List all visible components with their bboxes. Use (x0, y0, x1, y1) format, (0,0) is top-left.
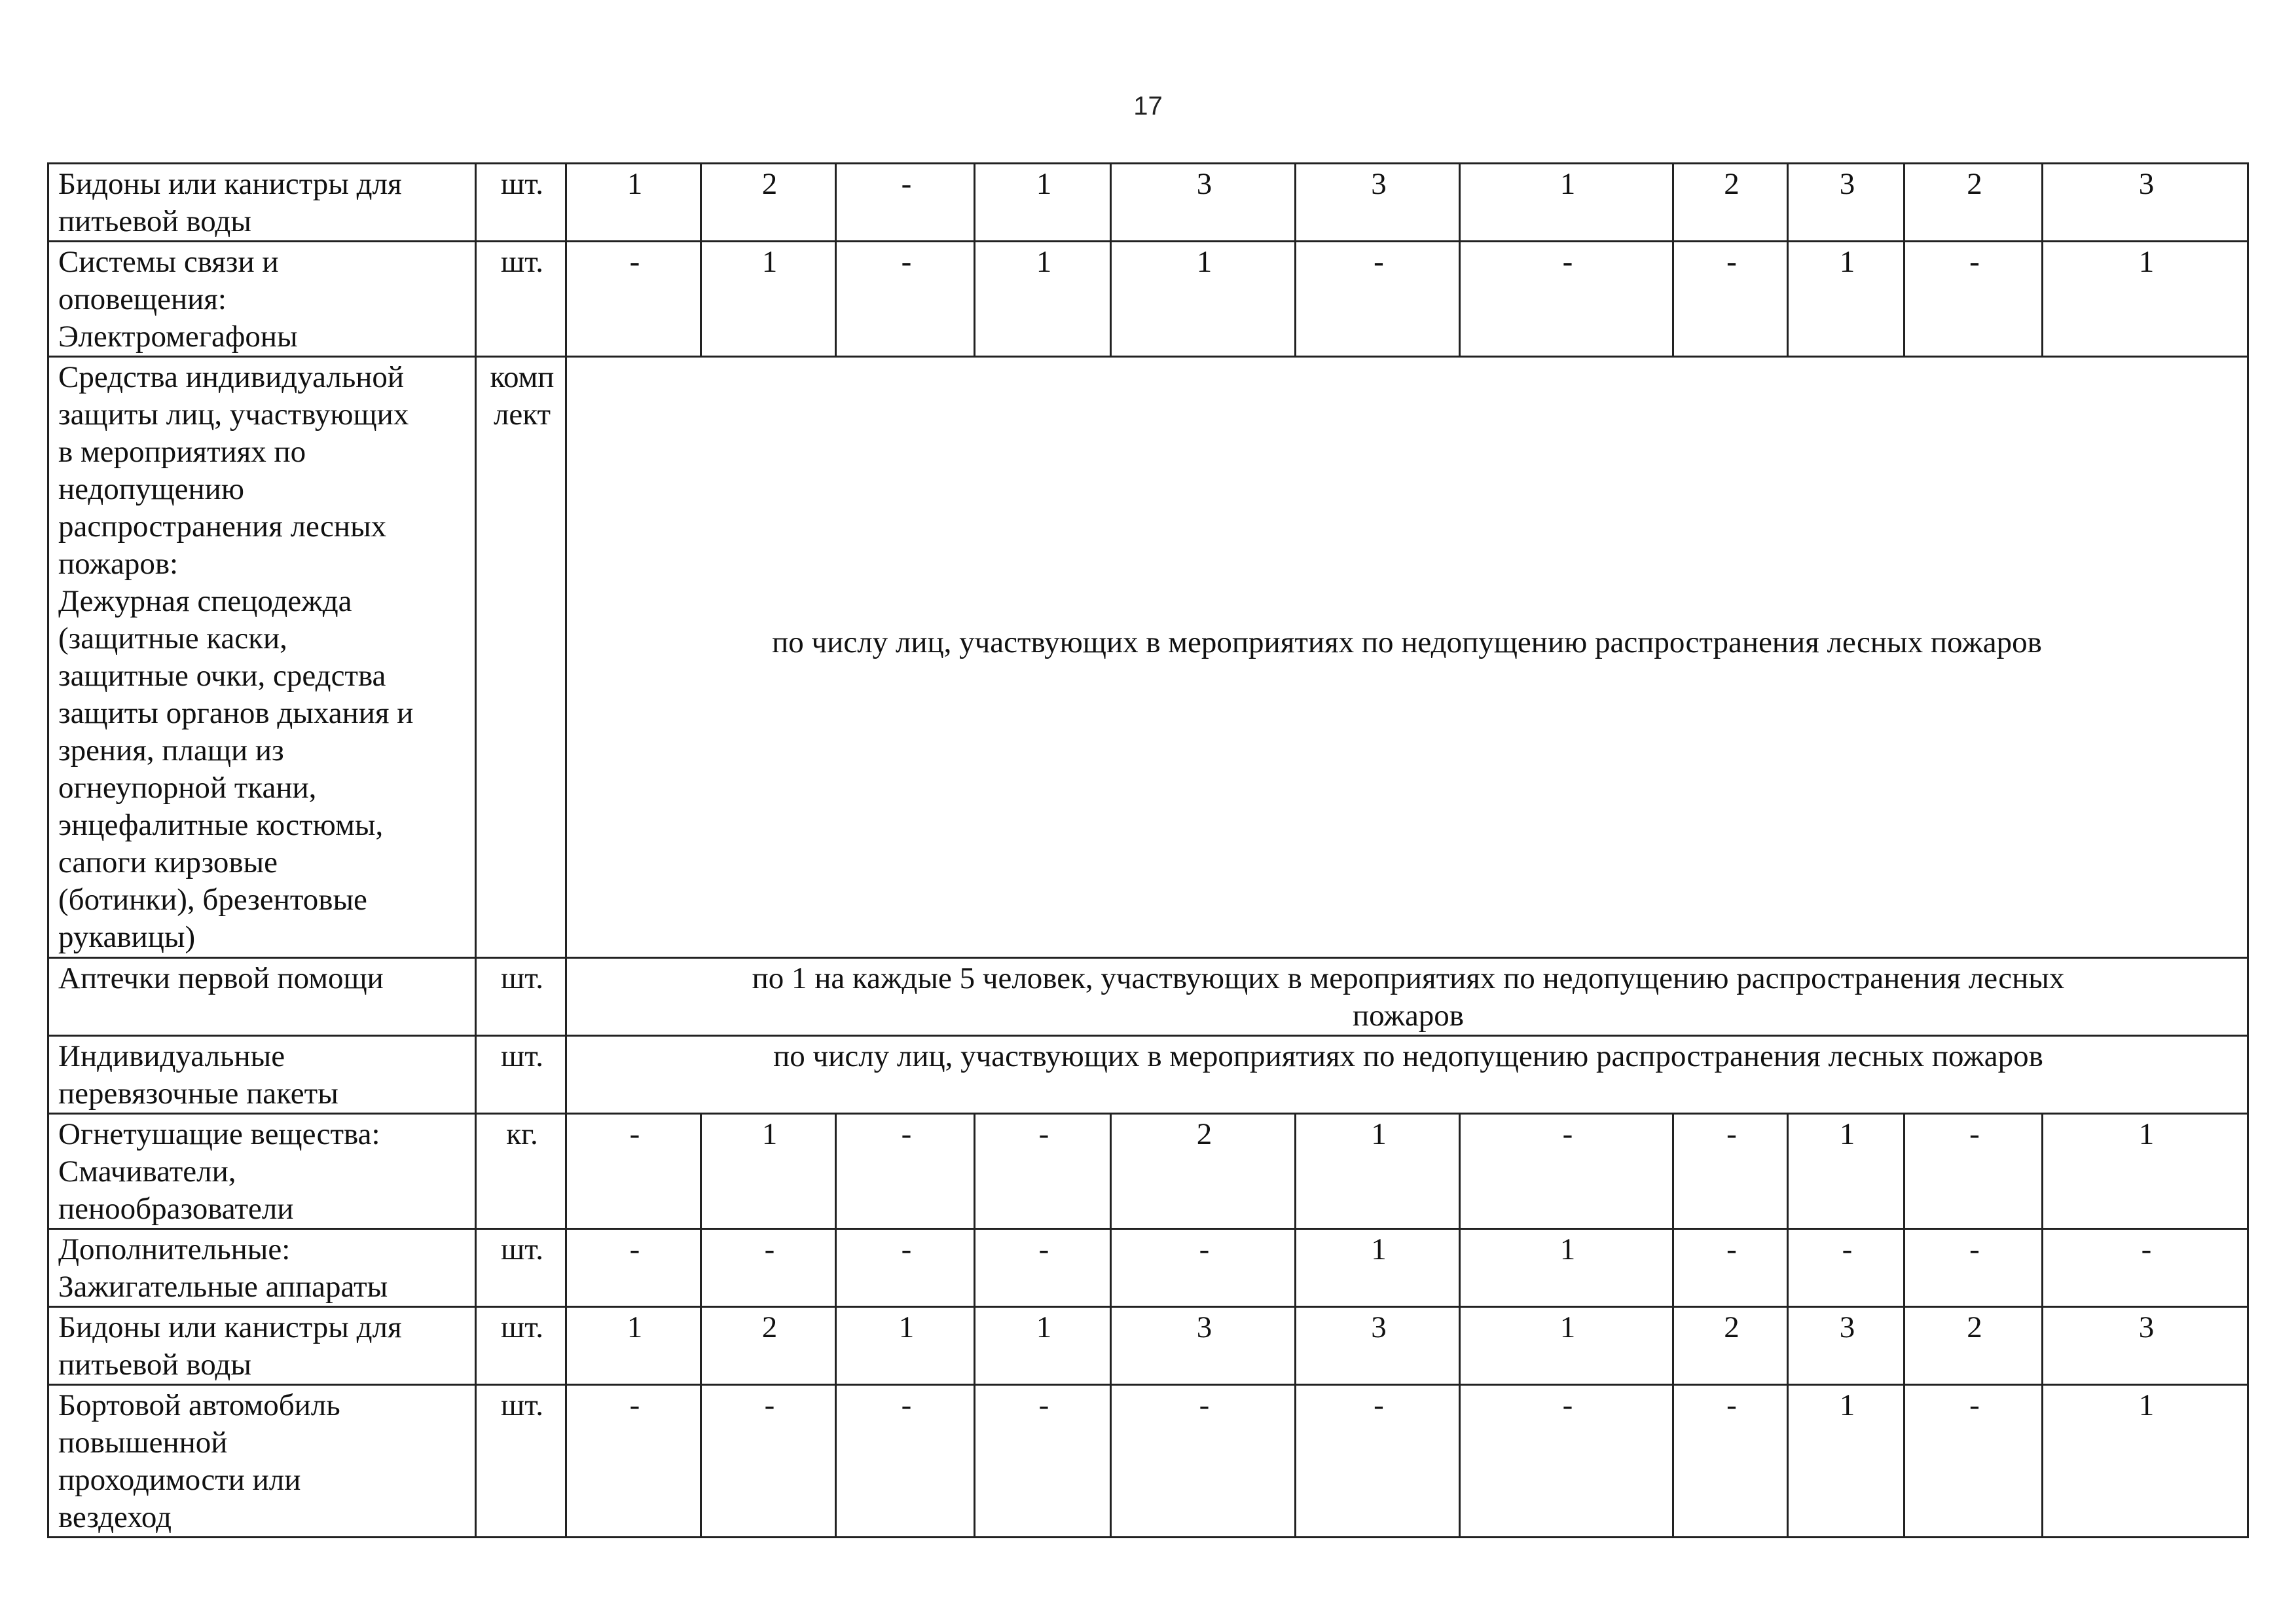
table-row (48, 242, 2248, 357)
value-text: - (1374, 245, 1384, 279)
value-cell (1296, 164, 1460, 242)
value-text: 1 (1371, 1117, 1387, 1151)
value-text: - (764, 1388, 775, 1422)
value-text: 1 (2138, 1388, 2155, 1422)
item-name-line: Электромегафоны (58, 320, 298, 354)
unit-label: шт. (501, 961, 543, 995)
value-text: 1 (2138, 245, 2155, 279)
value-text: - (1726, 1388, 1737, 1422)
value-cell (836, 164, 975, 242)
item-name-line: питьевой воды (58, 1348, 251, 1382)
value-text: 1 (1559, 1232, 1576, 1266)
value-text: 1 (761, 1117, 778, 1151)
item-name-line: пожаров: (58, 547, 179, 581)
value-cell (1904, 1114, 2043, 1229)
item-name-line: Огнетушащие вещества: (58, 1117, 380, 1151)
item-name-cell (48, 242, 476, 357)
unit-cell (476, 164, 566, 242)
item-name-line: Смачиватели, (58, 1154, 236, 1189)
item-name-line: питьевой воды (58, 204, 251, 238)
table-row (48, 357, 2248, 958)
value-text: - (1726, 1117, 1737, 1151)
item-name-line: Средства индивидуальной (58, 360, 405, 394)
value-text: 1 (1839, 1388, 1855, 1422)
unit-label: шт. (501, 167, 543, 201)
item-name-line: недопущению (58, 472, 244, 506)
value-text: - (901, 167, 912, 201)
table-row (48, 1114, 2248, 1229)
value-cell (1673, 242, 1788, 357)
value-text: 1 (1196, 245, 1212, 279)
value-cell (1460, 164, 1673, 242)
item-name-line: защитные очки, средства (58, 659, 386, 693)
value-cell (1788, 1114, 1904, 1229)
item-name-line: рукавицы) (58, 920, 196, 954)
value-text: 2 (1724, 1310, 1740, 1344)
item-name-cell (48, 357, 476, 958)
item-name-line: защиты органов дыхания и (58, 696, 414, 730)
value-text: 2 (1196, 1117, 1212, 1151)
table-row (48, 1229, 2248, 1307)
value-cell (1904, 1385, 2043, 1538)
value-text: - (629, 1232, 640, 1266)
item-name-line: энцефалитные костюмы, (58, 808, 384, 842)
value-cell (1904, 164, 2043, 242)
item-name-cell (48, 1385, 476, 1538)
unit-label: шт. (501, 1039, 543, 1073)
value-text: 2 (761, 1310, 778, 1344)
value-text: 3 (1839, 1310, 1855, 1344)
value-text: - (629, 1388, 640, 1422)
item-name-line: вездеход (58, 1500, 172, 1534)
value-cell (1673, 1307, 1788, 1385)
value-text: 1 (1036, 245, 1052, 279)
value-cell (1296, 1307, 1460, 1385)
value-text: - (1374, 1388, 1384, 1422)
item-name-line: Аптечки первой помощи (58, 961, 384, 995)
item-name-line: Индивидуальные (58, 1039, 285, 1073)
value-text: - (1199, 1388, 1210, 1422)
value-cell (566, 1229, 701, 1307)
value-cell (701, 1229, 836, 1307)
value-cell (1904, 1229, 2043, 1307)
value-cell (1111, 1307, 1296, 1385)
merged-note-text: по числу лиц, участвующих в мероприятиях по недопущению распространения лесных пожаров (772, 625, 2042, 659)
value-text: 1 (761, 245, 778, 279)
item-name-cell (48, 958, 476, 1036)
value-text: 1 (627, 167, 643, 201)
unit-label: шт. (501, 1232, 543, 1266)
value-text: 1 (1839, 1117, 1855, 1151)
value-text: 2 (1967, 167, 1982, 201)
value-cell (566, 242, 701, 357)
item-name-cell (48, 1036, 476, 1114)
unit-cell (476, 1036, 566, 1114)
unit-label: шт. (501, 1388, 543, 1422)
item-name-line: защиты лиц, участвующих (58, 397, 409, 432)
value-text: - (1969, 1388, 1980, 1422)
value-cell (701, 1385, 836, 1538)
value-cell (836, 1114, 975, 1229)
value-text: 2 (761, 167, 778, 201)
value-text: 2 (1724, 167, 1740, 201)
value-cell (566, 1114, 701, 1229)
value-text: 2 (1967, 1310, 1982, 1344)
unit-line: комп (490, 360, 555, 394)
value-text: - (901, 1232, 912, 1266)
value-cell (1673, 1385, 1788, 1538)
value-cell (1904, 1307, 2043, 1385)
value-text: - (901, 245, 912, 279)
unit-cell (476, 1307, 566, 1385)
value-cell (836, 1385, 975, 1538)
value-cell (1673, 164, 1788, 242)
value-cell (701, 164, 836, 242)
value-cell (1788, 242, 1904, 357)
value-cell (701, 1114, 836, 1229)
merged-note-cell (566, 1036, 2248, 1114)
value-text: 1 (1839, 245, 1855, 279)
value-cell (1673, 1114, 1788, 1229)
value-cell (1788, 1385, 1904, 1538)
unit-cell (476, 357, 566, 958)
value-cell (836, 1229, 975, 1307)
value-cell (2043, 1385, 2248, 1538)
value-cell (1788, 164, 1904, 242)
item-name-line: Зажигательные аппараты (58, 1270, 388, 1304)
value-text: - (1969, 1117, 1980, 1151)
unit-cell (476, 958, 566, 1036)
value-text: - (1969, 245, 1980, 279)
item-name-line: повышенной (58, 1426, 228, 1460)
value-cell (975, 1229, 1111, 1307)
value-text: 3 (2138, 167, 2155, 201)
value-text: 1 (1036, 1310, 1052, 1344)
value-text: 1 (627, 1310, 643, 1344)
item-name-line: зрения, плащи из (58, 733, 284, 767)
item-name-line: (ботинки), брезентовые (58, 883, 367, 917)
value-text: - (2141, 1232, 2152, 1266)
table-row (48, 1036, 2248, 1114)
value-cell (1460, 1229, 1673, 1307)
value-cell (1788, 1229, 1904, 1307)
item-name-line: (защитные каски, (58, 621, 287, 655)
value-cell (1904, 242, 2043, 357)
value-text: - (901, 1388, 912, 1422)
value-cell (1296, 1385, 1460, 1538)
item-name-line: Бидоны или канистры для (58, 1310, 402, 1344)
value-cell (1296, 242, 1460, 357)
item-name-line: распространения лесных (58, 509, 387, 544)
value-text: 3 (2138, 1310, 2155, 1344)
table-row (48, 164, 2248, 242)
value-cell (975, 1307, 1111, 1385)
value-text: 1 (1371, 1232, 1387, 1266)
value-text: - (1726, 1232, 1737, 1266)
value-cell (1673, 1229, 1788, 1307)
unit-cell (476, 1385, 566, 1538)
value-cell (566, 1385, 701, 1538)
value-text: - (901, 1117, 912, 1151)
value-text: 1 (898, 1310, 915, 1344)
unit-cell (476, 242, 566, 357)
item-name-line: в мероприятиях по (58, 435, 306, 469)
unit-cell (476, 1114, 566, 1229)
value-text: - (1726, 245, 1737, 279)
item-name-line: Системы связи и (58, 245, 279, 279)
value-cell (1111, 1385, 1296, 1538)
value-cell (1460, 1114, 1673, 1229)
value-text: - (629, 245, 640, 279)
table-row (48, 958, 2248, 1036)
item-name-cell (48, 164, 476, 242)
value-cell (1788, 1307, 1904, 1385)
value-text: 3 (1371, 167, 1387, 201)
unit-line: лект (493, 397, 551, 432)
item-name-line: пенообразователи (58, 1192, 294, 1226)
value-text: 3 (1196, 1310, 1212, 1344)
value-cell (1460, 1385, 1673, 1538)
value-text: - (1038, 1117, 1049, 1151)
item-name-line: Бортовой автомобиль (58, 1388, 340, 1422)
value-cell (2043, 164, 2248, 242)
merged-note-line: по 1 на каждые 5 человек, участвующих в мероприятиях по недопущению распространения лесных (752, 961, 2065, 995)
item-name-line: сапоги кирзовые (58, 845, 278, 879)
value-text: - (1562, 1388, 1573, 1422)
value-cell (1111, 242, 1296, 357)
value-cell (701, 1307, 836, 1385)
value-text: 1 (1036, 167, 1052, 201)
value-cell (1111, 1114, 1296, 1229)
unit-label: шт. (501, 1310, 543, 1344)
value-text: - (1038, 1232, 1049, 1266)
value-text: 3 (1839, 167, 1855, 201)
item-name-line: перевязочные пакеты (58, 1077, 338, 1111)
item-name-cell (48, 1114, 476, 1229)
value-text: - (1562, 1117, 1573, 1151)
value-cell (836, 1307, 975, 1385)
value-text: - (1199, 1232, 1210, 1266)
table-row (48, 1385, 2248, 1538)
value-text: - (1842, 1232, 1853, 1266)
unit-label: кг. (506, 1117, 538, 1151)
item-name-line: Дополнительные: (58, 1232, 291, 1266)
value-text: 1 (1559, 167, 1576, 201)
value-text: 1 (1559, 1310, 1576, 1344)
unit-cell (476, 1229, 566, 1307)
value-cell (1460, 1307, 1673, 1385)
merged-note-cell (566, 357, 2248, 958)
item-name-line: Бидоны или канистры для (58, 167, 402, 201)
item-name-cell (48, 1229, 476, 1307)
value-cell (1296, 1229, 1460, 1307)
value-cell (975, 164, 1111, 242)
value-text: - (1562, 245, 1573, 279)
value-cell (701, 242, 836, 357)
value-cell (2043, 1307, 2248, 1385)
merged-note-line: пожаров (1352, 999, 1464, 1033)
value-cell (2043, 1114, 2248, 1229)
value-text: 3 (1371, 1310, 1387, 1344)
page-number: 17 (1133, 92, 1163, 120)
table-row (48, 1307, 2248, 1385)
item-name-line: проходимости или (58, 1463, 301, 1497)
item-name-line: Дежурная спецодежда (58, 584, 352, 618)
item-name-cell (48, 1307, 476, 1385)
value-cell (975, 1114, 1111, 1229)
value-cell (566, 164, 701, 242)
item-name-line: оповещения: (58, 282, 227, 316)
merged-note-text: по числу лиц, участвующих в мероприятиях по недопущению распространения лесных пожаров (773, 1039, 2043, 1073)
merged-note-cell (566, 958, 2248, 1036)
value-text: 3 (1196, 167, 1212, 201)
value-cell (1111, 1229, 1296, 1307)
value-text: - (1969, 1232, 1980, 1266)
item-name-line: огнеупорной ткани, (58, 771, 317, 805)
value-cell (1460, 242, 1673, 357)
value-cell (975, 1385, 1111, 1538)
value-cell (2043, 1229, 2248, 1307)
value-cell (2043, 242, 2248, 357)
value-text: 1 (2138, 1117, 2155, 1151)
value-cell (836, 242, 975, 357)
value-cell (975, 242, 1111, 357)
equipment-table (47, 162, 2249, 1538)
value-cell (1296, 1114, 1460, 1229)
value-cell (1111, 164, 1296, 242)
value-text: - (764, 1232, 775, 1266)
value-text: - (1038, 1388, 1049, 1422)
value-text: - (629, 1117, 640, 1151)
value-cell (566, 1307, 701, 1385)
unit-label: шт. (501, 245, 543, 279)
